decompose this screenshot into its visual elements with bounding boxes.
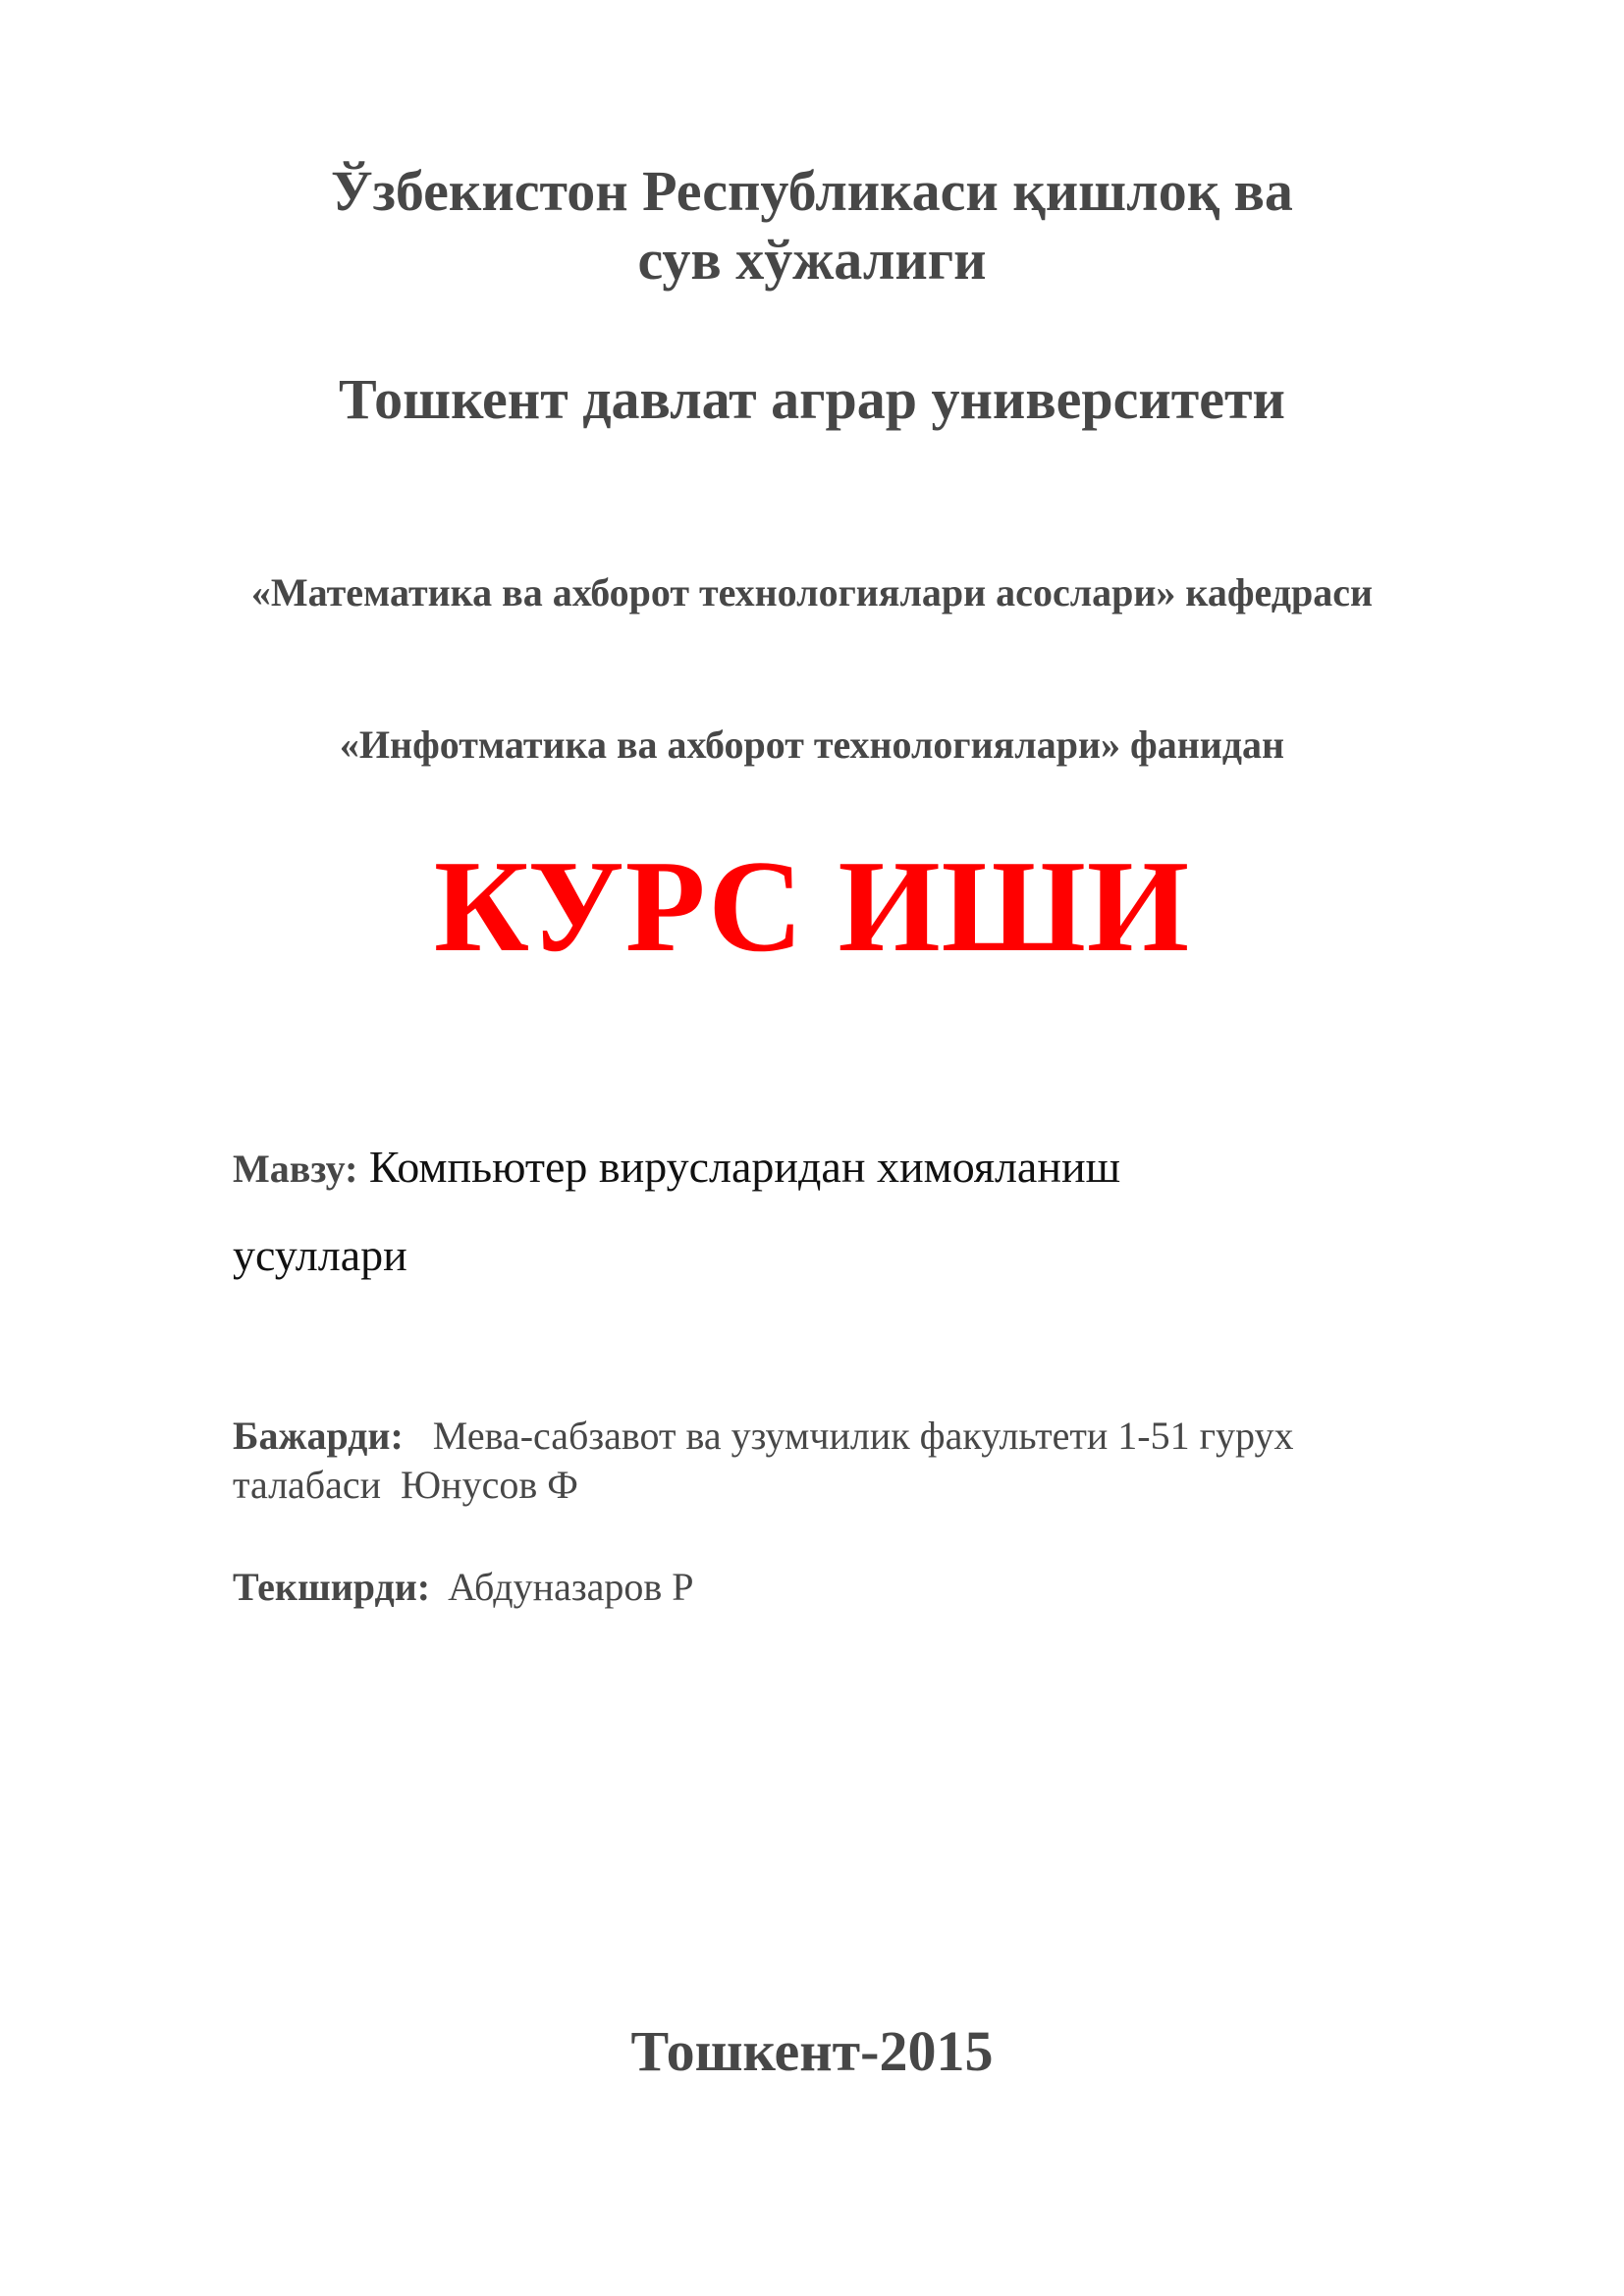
performed-block bbox=[233, 1412, 1509, 1510]
ministry-line-1: Ўзбекистон Республикаси қишлоқ ва bbox=[331, 159, 1293, 223]
ministry-line-2: сув хўжалиги bbox=[637, 228, 987, 292]
topic-line-1 bbox=[233, 1124, 1509, 1212]
topic-value-2: усуллари bbox=[233, 1230, 407, 1280]
subject-heading: «Инфотматика ва ахборот технологиялари» фанидан bbox=[339, 722, 1285, 767]
topic-block bbox=[233, 1124, 1509, 1299]
checked-value: Абдуназаров Р bbox=[448, 1565, 694, 1609]
checked-block bbox=[233, 1563, 1509, 1612]
performed-value-1: Мева-сабзавот ва узумчилик факультети 1-51 гурух bbox=[432, 1414, 1294, 1458]
topic-value-1: Компьютер вирусларидан химояланиш bbox=[368, 1142, 1120, 1192]
performed-line-1 bbox=[233, 1412, 1509, 1461]
ministry-heading bbox=[0, 157, 1624, 294]
topic-label: Мавзу: bbox=[233, 1147, 358, 1191]
performed-label: Бажарди: bbox=[233, 1414, 404, 1458]
document-title: КУРС ИШИ bbox=[433, 833, 1191, 979]
university-heading: Тошкент давлат аграр университети bbox=[339, 367, 1285, 431]
topic-line-2 bbox=[233, 1212, 1509, 1299]
department-heading: «Математика ва ахборот технологиялари асослари» кафедраси bbox=[250, 570, 1374, 614]
performed-value-2: талабаси Юнусов Ф bbox=[233, 1463, 578, 1507]
city-year: Тошкент-2015 bbox=[630, 2019, 994, 2083]
performed-line-2 bbox=[233, 1461, 1509, 1510]
checked-label: Текширди: bbox=[233, 1565, 431, 1609]
